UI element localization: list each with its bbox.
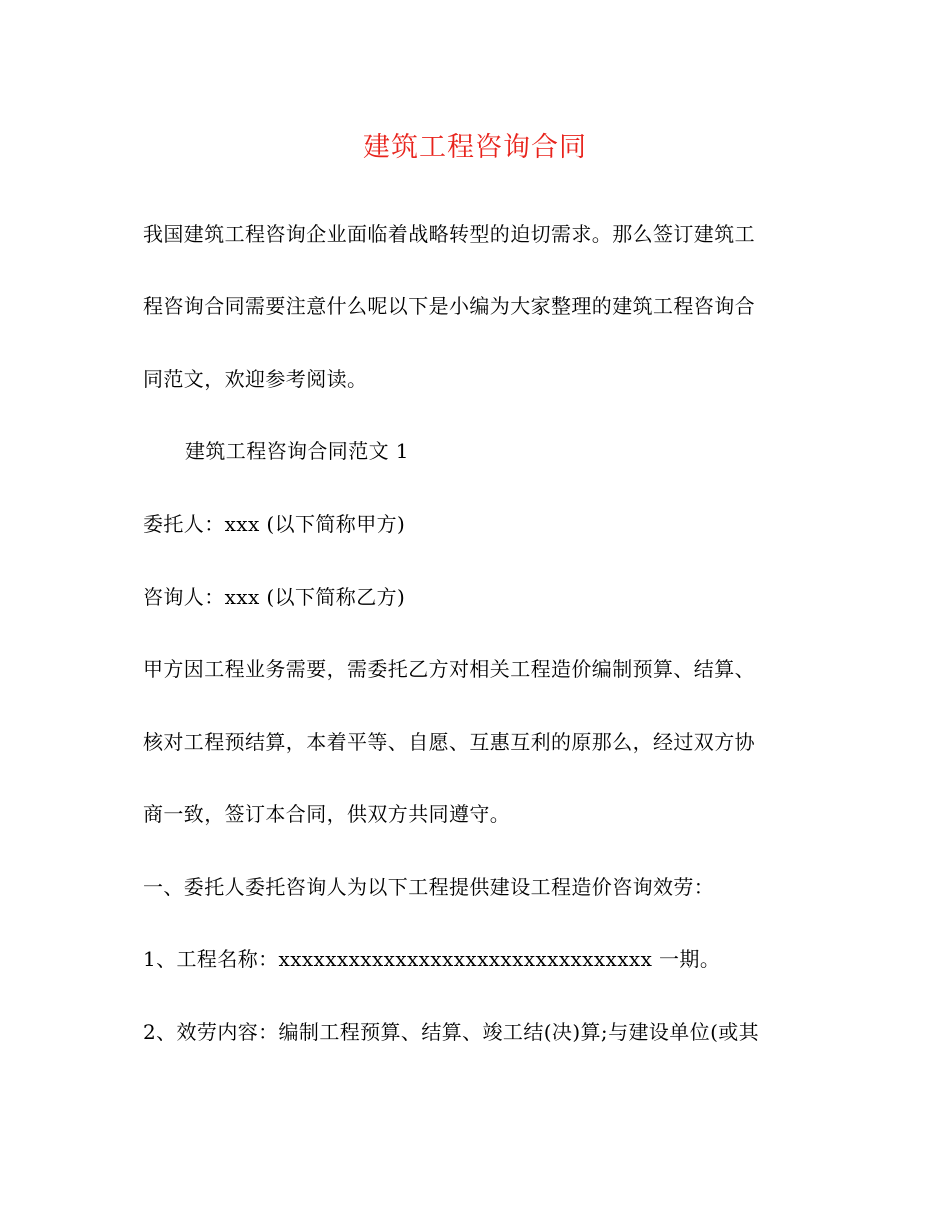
clause-item: 1、工程名称：xxxxxxxxxxxxxxxxxxxxxxxxxxxxxxxx 一期。 [143, 947, 721, 971]
paragraph-line: 程咨询合同需要注意什么呢以下是小编为大家整理的建筑工程咨询合 [143, 294, 755, 318]
document-title: 建筑工程咨询合同 [363, 132, 587, 163]
paragraph-line: 我国建筑工程咨询企业面临着战略转型的迫切需求。那么签订建筑工 [143, 222, 755, 246]
clause-item: 2、效劳内容：编制工程预算、结算、竣工结(决)算;与建设单位(或其 [143, 1020, 760, 1044]
paragraph-line: 甲方因工程业务需要，需委托乙方对相关工程造价编制预算、结算、 [143, 657, 755, 681]
paragraph-line: 商一致，签订本合同，供双方共同遵守。 [143, 802, 511, 826]
clause-heading: 一、委托人委托咨询人为以下工程提供建设工程造价咨询效劳： [143, 875, 715, 899]
section-heading: 建筑工程咨询合同范文 1 [185, 439, 409, 463]
paragraph-line: 核对工程预结算，本着平等、自愿、互惠互利的原那么，经过双方协 [143, 730, 755, 754]
paragraph-line: 同范文，欢迎参考阅读。 [143, 367, 368, 391]
consultant-line: 咨询人：xxx (以下简称乙方) [143, 585, 406, 609]
client-line: 委托人：xxx (以下简称甲方) [143, 512, 406, 536]
